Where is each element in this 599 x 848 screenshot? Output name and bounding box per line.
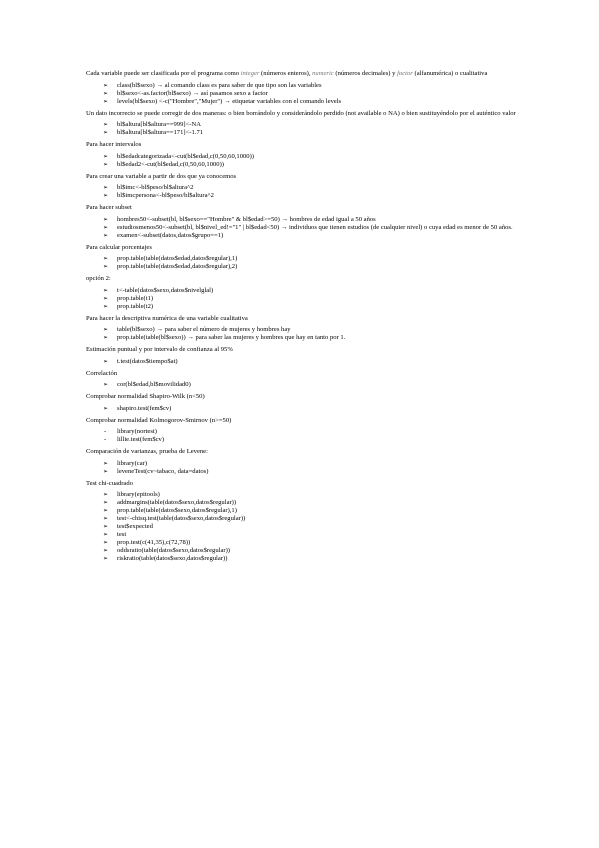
arrow-bullet-icon: ➢ <box>103 507 109 514</box>
section-heading: Estimación puntual y por intervalo de confianza al 95% <box>86 346 233 353</box>
list-item-text: levels(bl$sexo) <-c("Hombre","Mujer") → etiquetar variables con el comando levels <box>117 97 342 105</box>
list-item-text: bl$sexo<-as.factor(bl$sexo) → así pasamos sexo a factor <box>117 89 268 97</box>
list-item-text: riskratio(table(datos$sexo,datos$regular)) <box>117 555 228 562</box>
list-item <box>86 523 517 531</box>
code-list <box>86 255 517 271</box>
list-item <box>86 263 517 271</box>
list-item <box>86 192 517 200</box>
list-item-text: addmargins(table(datos$sexo,datos$regular)) <box>117 499 237 506</box>
list-item-text: hombres50<-subset(bl, bl$sexo=="Hombre" & bl$edad>=50) → hombres de edad igual a 50 años <box>117 215 376 223</box>
list-item <box>86 499 517 507</box>
list-item <box>86 303 517 311</box>
intro-text-4: (alfanumérica) o cualitativa <box>412 70 488 77</box>
list-item-text: prop.table(table(datos$edad,datos$regular),1) <box>117 255 238 262</box>
list-item-text: bl$imc<-bl$peso/bl$altura^2 <box>117 184 194 191</box>
arrow-bullet-icon: ➢ <box>103 491 109 498</box>
list-item <box>86 184 517 192</box>
list-item-text: lillie.test(fem$cv) <box>117 436 165 443</box>
arrow-bullet-icon: ➢ <box>103 231 109 239</box>
list-item <box>86 98 517 106</box>
list-item-text: estudiosmenos50<-subset(bl, bl$nivel_ed!="1" | bl$edad<50) → individuos que tienen estudios (de cualquier nivel) o cuya edad es menor de 50 años. <box>117 223 513 231</box>
code-list <box>86 428 517 444</box>
arrow-bullet-icon: ➢ <box>103 404 109 412</box>
section-heading: Para hacer intervalos <box>86 141 142 148</box>
arrow-bullet-icon: ➢ <box>103 129 109 136</box>
intro-text-3: (números decimales) y <box>333 70 398 77</box>
section-heading: opción 2: <box>86 275 111 282</box>
section-heading: Para hacer la descriptiva numérica de una variable cualitativa <box>86 314 248 322</box>
code-list <box>86 405 517 413</box>
list-item-text: examen<-subset(datos,datos$grupo==1) <box>117 231 224 239</box>
list-item-text: test$expected <box>117 523 153 530</box>
list-item-text: prop.table(t2) <box>117 302 154 310</box>
arrow-bullet-icon: ➢ <box>103 326 109 333</box>
list-item-text: prop.table(table(datos$edad,datos$regular),2) <box>117 263 238 270</box>
arrow-bullet-icon: ➢ <box>103 381 109 388</box>
section <box>86 244 517 272</box>
list-item-text: library(epitools) <box>117 491 160 498</box>
section-heading: Para calcular porcentajes <box>86 243 152 251</box>
arrow-bullet-icon: ➢ <box>103 294 109 302</box>
list-item <box>86 121 517 129</box>
list-item-text: cor(bl$edad,bl$movilidad0) <box>117 381 191 388</box>
list-item <box>86 539 517 547</box>
arrow-bullet-icon: ➢ <box>103 255 109 262</box>
arrow-bullet-icon: ➢ <box>103 286 109 294</box>
section-heading: Para crear una variable a partir de dos que ya conocemos <box>86 172 237 180</box>
code-list <box>86 287 517 311</box>
list-item-text: t<-table(datos$sexo,datos$nivelglal) <box>117 286 214 294</box>
arrow-bullet-icon: ➢ <box>103 357 109 365</box>
list-item-text: bl$altura[bl$altura==171]<-1.71 <box>117 129 204 136</box>
list-item-text: test<-chisq.test(table(datos$sexo,datos$regular)) <box>117 515 246 522</box>
arrow-bullet-icon: ➢ <box>103 223 109 231</box>
section <box>86 448 517 476</box>
code-list <box>86 82 517 106</box>
arrow-bullet-icon: ➢ <box>103 192 109 199</box>
section <box>86 82 517 106</box>
list-item <box>86 381 517 389</box>
arrow-bullet-icon: ➢ <box>103 459 109 467</box>
list-item-text: t.test(datos$tiempo$at) <box>117 357 178 365</box>
list-item <box>86 515 517 523</box>
code-list <box>86 358 517 366</box>
list-item-text: bl$edad2<-cut(bl$edad,c(0,50,60,1000)) <box>117 160 224 168</box>
arrow-bullet-icon: ➢ <box>103 334 109 341</box>
type-factor: factor <box>397 70 413 77</box>
list-item <box>86 90 517 98</box>
code-list <box>86 491 517 563</box>
arrow-bullet-icon: ➢ <box>103 89 109 97</box>
list-item <box>86 153 517 161</box>
arrow-bullet-icon: ➢ <box>103 531 109 538</box>
section <box>86 417 517 445</box>
section <box>86 275 517 311</box>
list-item <box>86 491 517 499</box>
list-item-text: prop.table(table(datos$sexo,datos$regular),1) <box>117 507 237 514</box>
list-item-text: prop.table(t1) <box>117 294 154 302</box>
intro-text-1: Cada variable puede ser clasificada por el programa como <box>86 70 241 77</box>
section <box>86 393 517 413</box>
list-item <box>86 358 517 366</box>
arrow-bullet-icon: ➢ <box>103 539 109 546</box>
list-item-text: library(car) <box>117 459 148 467</box>
list-item-text: class(bl$sexo) → al comando class es para saber de que tipo son las variables <box>117 81 322 89</box>
list-item-text: bl$altura[bl$altura==999]<-NA <box>117 121 202 128</box>
list-item <box>86 129 517 137</box>
arrow-bullet-icon: ➢ <box>103 97 109 105</box>
list-item <box>86 555 517 563</box>
section <box>86 204 517 240</box>
section <box>86 480 517 564</box>
code-list <box>86 153 517 169</box>
arrow-bullet-icon: ➢ <box>103 121 109 128</box>
arrow-bullet-icon: ➢ <box>103 515 109 522</box>
type-numeric: numeric <box>312 70 334 77</box>
arrow-bullet-icon: ➢ <box>103 215 109 223</box>
list-item <box>86 507 517 515</box>
list-item <box>86 428 517 436</box>
list-item <box>86 232 517 240</box>
list-item <box>86 326 517 334</box>
list-item <box>86 334 517 342</box>
list-item <box>86 216 517 224</box>
list-item <box>86 255 517 263</box>
list-item-text: prop.table(table(bl$sexo)) → para saber las mujeres y hombres que hay en tanto por 1. <box>117 334 346 341</box>
code-list <box>86 381 517 389</box>
section <box>86 110 517 138</box>
section-heading: Correlación <box>86 369 118 377</box>
section-heading: Test chi-cuadrado <box>86 479 133 487</box>
list-item-text: library(nortest) <box>117 428 157 435</box>
arrow-bullet-icon: ➢ <box>103 302 109 310</box>
list-item <box>86 287 517 295</box>
list-item-text: shapiro.test(fem$cv) <box>117 404 172 412</box>
dash-bullet: - <box>104 428 107 435</box>
arrow-bullet-icon: ➢ <box>103 152 109 160</box>
section-heading: Comprobar normalidad Kolmogorov-Smirnov (n>=50) <box>86 416 232 424</box>
list-item <box>86 82 517 90</box>
section <box>86 370 517 390</box>
section-heading: Comparación de varianzas, prueba de Levene: <box>86 448 208 455</box>
list-item <box>86 531 517 539</box>
arrow-bullet-icon: ➢ <box>103 523 109 530</box>
code-list <box>86 326 517 342</box>
list-item-text: test <box>117 531 127 538</box>
dash-bullet: - <box>104 436 107 443</box>
list-item <box>86 468 517 476</box>
intro-text-2: (números enteros), <box>259 70 313 77</box>
arrow-bullet-icon: ➢ <box>103 184 109 191</box>
list-item <box>86 161 517 169</box>
code-list <box>86 460 517 476</box>
section-heading: Comprobar normalidad Shapiro-Wilk (n<50) <box>86 393 205 400</box>
arrow-bullet-icon: ➢ <box>103 81 109 89</box>
section <box>86 315 517 343</box>
arrow-bullet-icon: ➢ <box>103 547 109 554</box>
arrow-bullet-icon: ➢ <box>103 467 109 475</box>
section-heading: Un dato incorrecto se puede corregir de dos maneras: o bien borrándolo y considerándolo perdido (not available o NA) o bien sustituyéndolo por el auténtico valor <box>86 109 516 117</box>
list-item <box>86 547 517 555</box>
arrow-bullet-icon: ➢ <box>103 499 109 506</box>
code-list <box>86 216 517 240</box>
list-item <box>86 436 517 444</box>
section-heading: Para hacer subset <box>86 204 132 211</box>
sections-container <box>86 82 517 564</box>
list-item <box>86 405 517 413</box>
list-item <box>86 460 517 468</box>
section <box>86 346 517 366</box>
type-integer: integer <box>240 70 260 77</box>
intro-paragraph <box>86 70 517 78</box>
section <box>86 173 517 201</box>
arrow-bullet-icon: ➢ <box>103 263 109 270</box>
list-item <box>86 295 517 303</box>
list-item-text: bl$edadcategorizada<-cut(bl$edad,c(0,50,60,1000)) <box>117 152 255 160</box>
list-item-text: bl$imcpersona<-bl$peso/bl$altura^2 <box>117 192 214 199</box>
arrow-bullet-icon: ➢ <box>103 160 109 168</box>
arrow-bullet-icon: ➢ <box>103 555 109 562</box>
list-item-text: leveneTest(cv~tabaco, data=datos) <box>117 467 209 475</box>
list-item-text: table(bl$sexo) → para saber el número de mujeres y hombres hay <box>117 326 291 333</box>
list-item-text: oddsratio(table(datos$sexo,datos$regular)) <box>117 547 230 554</box>
code-list <box>86 121 517 137</box>
code-list <box>86 184 517 200</box>
list-item <box>86 224 517 232</box>
list-item-text: prop.test(c(41,35),c(72,78)) <box>117 539 191 546</box>
section <box>86 141 517 169</box>
